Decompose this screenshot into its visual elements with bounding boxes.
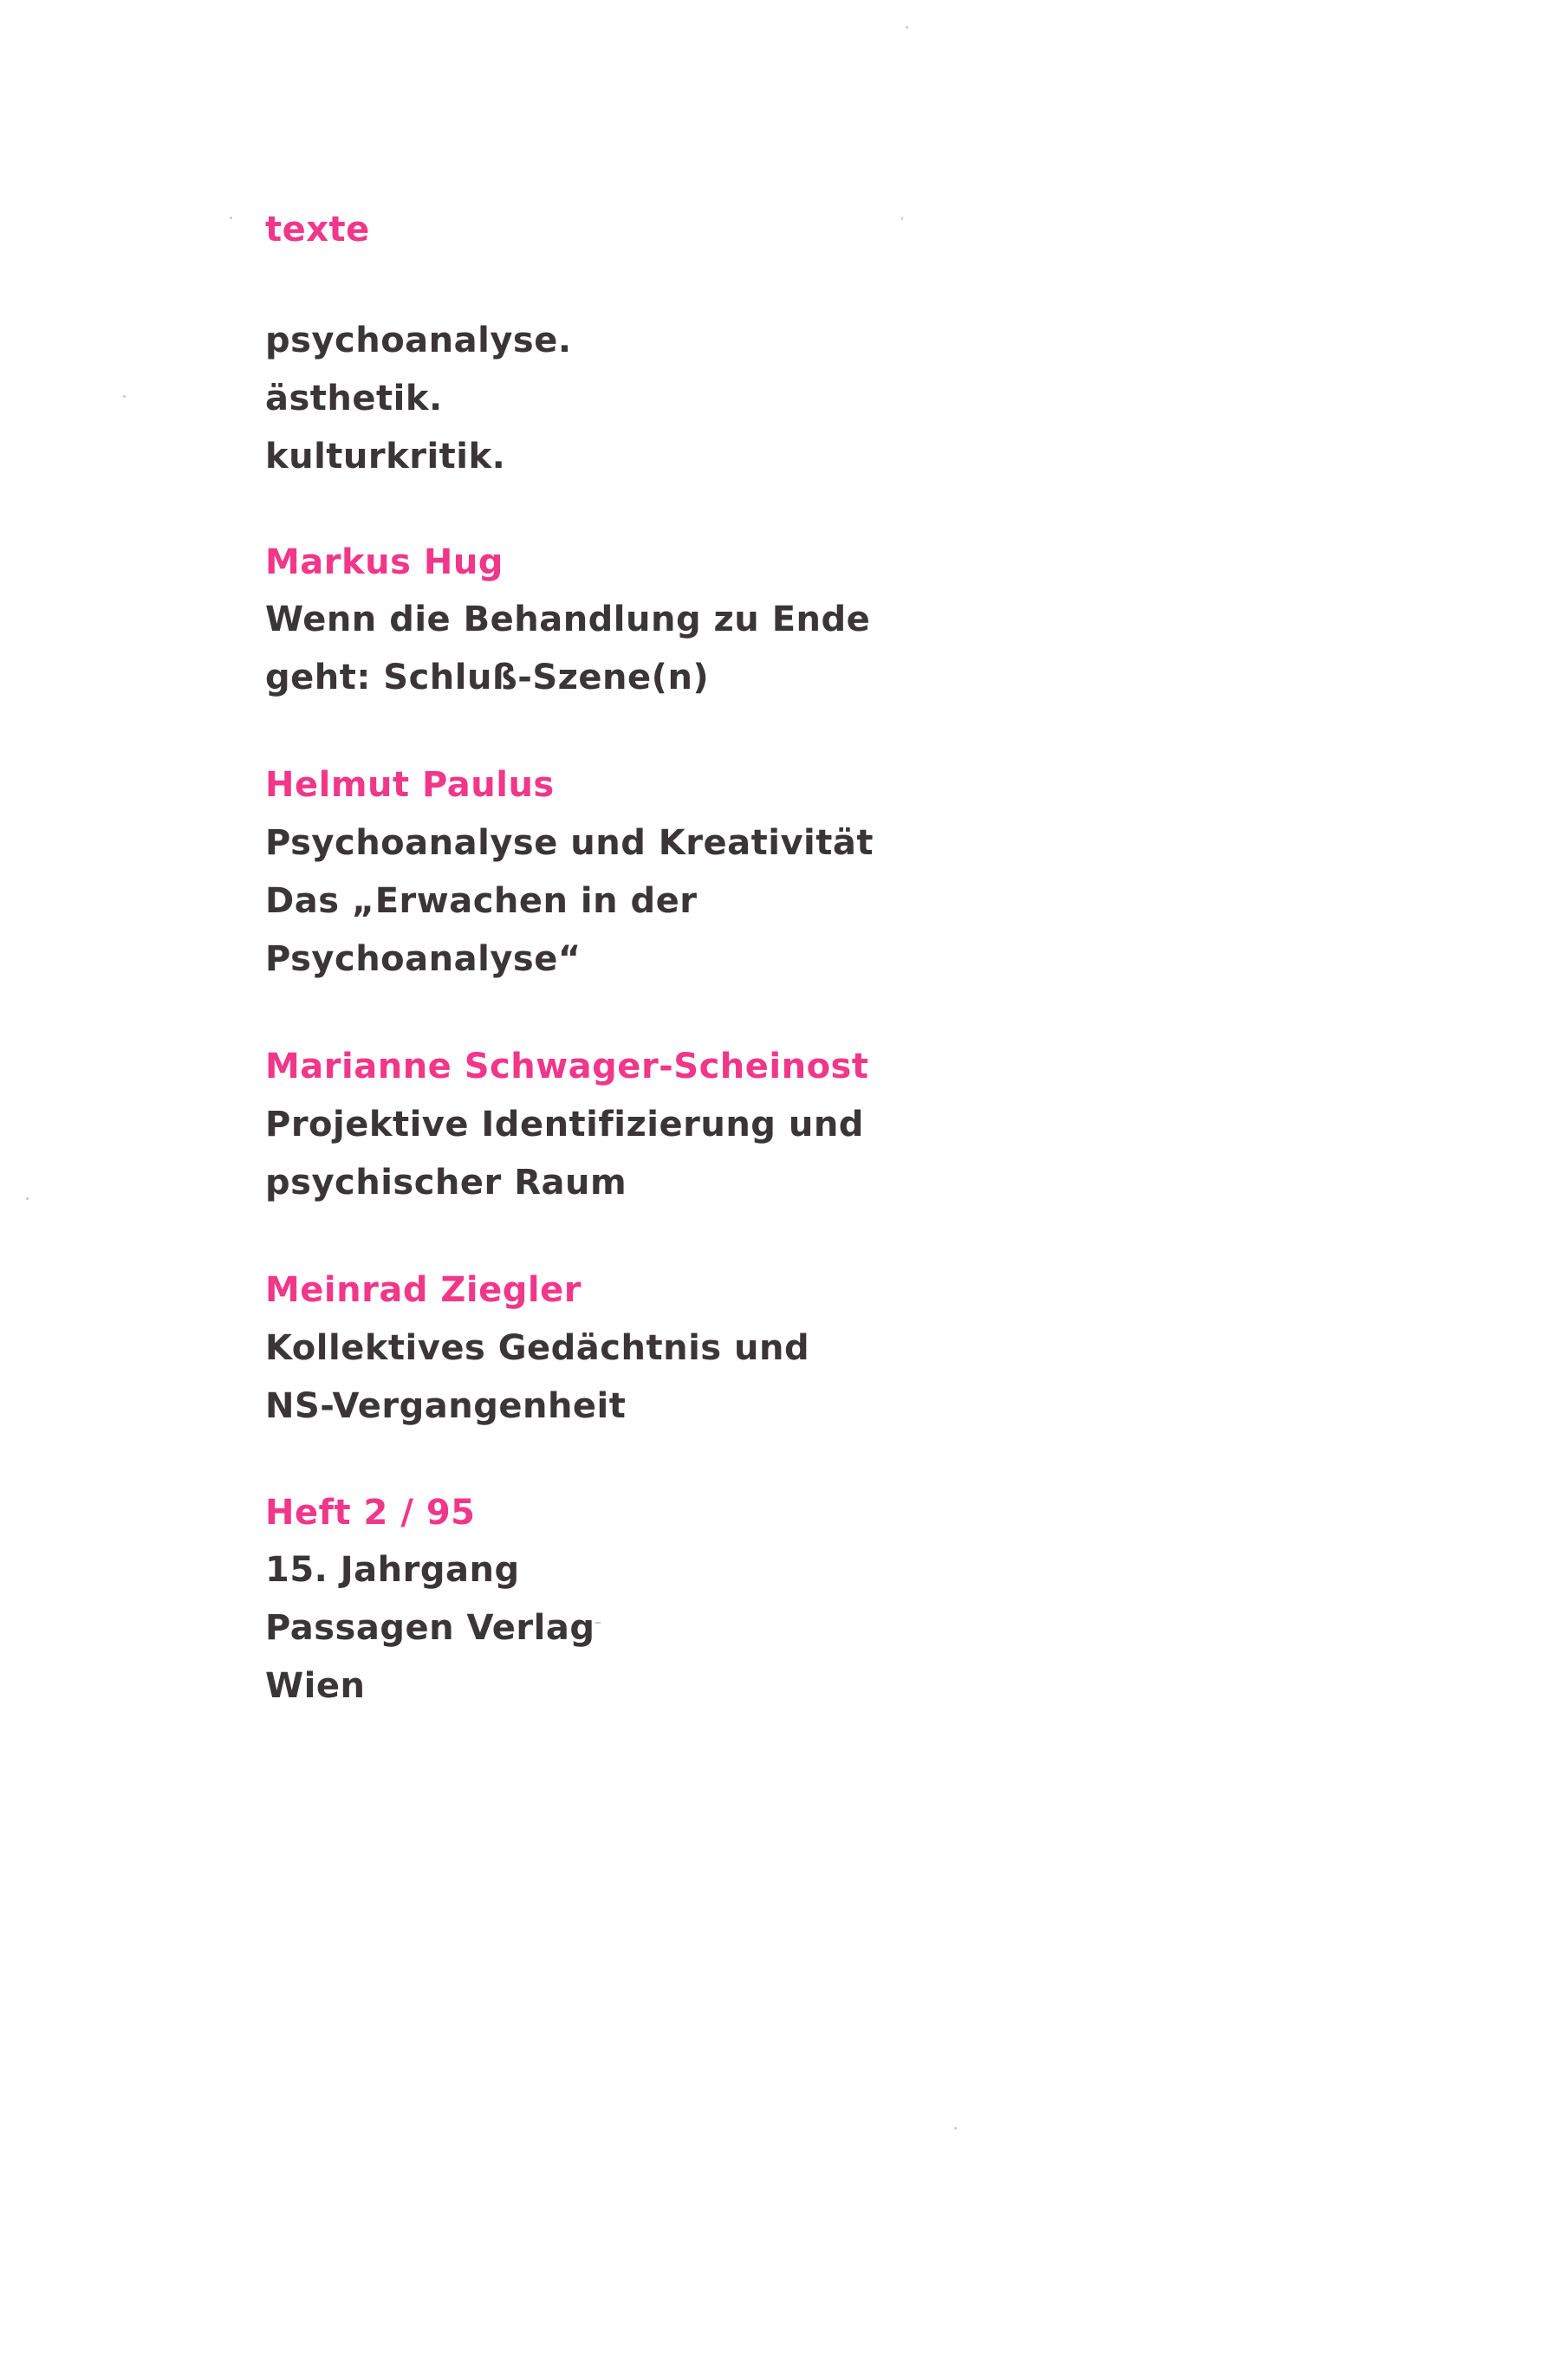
article-author: Meinrad Ziegler bbox=[265, 1270, 582, 1310]
subject-kulturkritik: kulturkritik. bbox=[265, 437, 506, 477]
issue-label: Heft 2 / 95 bbox=[265, 1493, 476, 1533]
issue-publisher: Passagen Verlag bbox=[265, 1608, 595, 1648]
article-title-line: Kollektives Gedächtnis und bbox=[265, 1328, 810, 1368]
scan-speck bbox=[901, 217, 903, 220]
article-title-line: Das „Erwachen in der bbox=[265, 881, 698, 921]
article-title-line: Psychoanalyse“ bbox=[265, 939, 582, 979]
scan-speck bbox=[26, 1197, 29, 1200]
subject-aesthetik: ästhetik. bbox=[265, 379, 443, 418]
article-author: Marianne Schwager-Scheinost bbox=[265, 1047, 869, 1086]
article-author: Markus Hug bbox=[265, 542, 504, 582]
scan-speck bbox=[954, 2127, 957, 2130]
article-title-line: psychischer Raum bbox=[265, 1163, 627, 1203]
article-title-line: Psychoanalyse und Kreativität bbox=[265, 823, 874, 863]
article-title-line: Projektive Identifizierung und bbox=[265, 1105, 864, 1145]
article-author: Helmut Paulus bbox=[265, 765, 555, 805]
article-title-line: geht: Schluß-Szene(n) bbox=[265, 658, 710, 697]
scan-speck bbox=[595, 1622, 601, 1624]
issue-volume: 15. Jahrgang bbox=[265, 1550, 520, 1590]
series-title: texte bbox=[265, 210, 370, 250]
subject-psychoanalyse: psychoanalyse. bbox=[265, 321, 572, 360]
scan-speck bbox=[906, 26, 908, 29]
issue-place: Wien bbox=[265, 1666, 366, 1706]
scan-speck bbox=[230, 217, 232, 219]
scan-speck bbox=[123, 395, 126, 398]
article-title-line: NS-Vergangenheit bbox=[265, 1386, 627, 1426]
article-title-line: Wenn die Behandlung zu Ende bbox=[265, 600, 871, 639]
